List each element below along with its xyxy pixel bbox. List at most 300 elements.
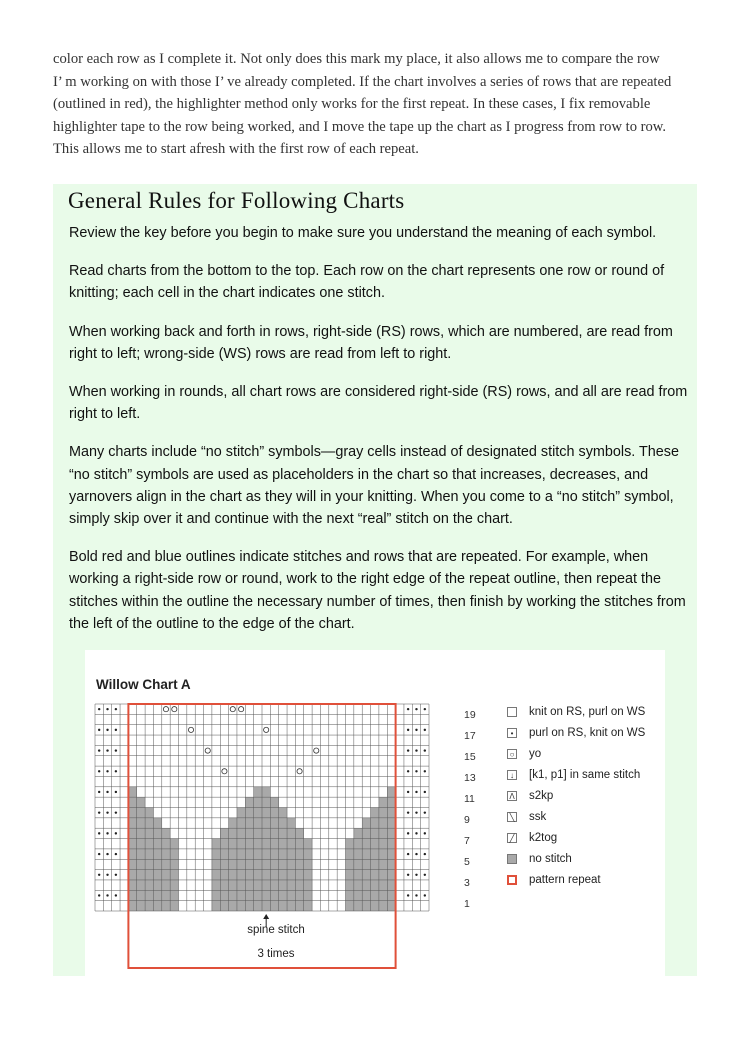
no-stitch-cell <box>270 828 278 838</box>
no-stitch-cell <box>295 880 303 890</box>
no-stitch-cell <box>379 901 387 911</box>
no-stitch-cell <box>254 808 262 818</box>
purl-dot <box>424 874 426 876</box>
willow-chart-figure: Willow Chart A 19 17 15 13 11 9 7 5 3 1 spine stitch 3 times knit on RS, purl on WS • purl on RS, knit on WS ○ yo ↓ [k1, p1] in same stitch Λ s2kp ╲ ssk ╱ k2tog no stitch pattern repeat <box>85 650 665 976</box>
no-stitch-cell <box>354 839 362 849</box>
purl-dot <box>115 708 117 710</box>
purl-dot <box>415 874 417 876</box>
no-stitch-cell <box>229 870 237 880</box>
no-stitch-cell <box>153 818 161 828</box>
no-stitch-cell <box>304 839 312 849</box>
purl-dot <box>415 749 417 751</box>
no-stitch-cell <box>304 901 312 911</box>
no-stitch-cell <box>354 859 362 869</box>
no-stitch-cell <box>354 880 362 890</box>
purl-dot <box>407 708 409 710</box>
no-stitch-cell <box>379 859 387 869</box>
no-stitch-cell <box>270 880 278 890</box>
no-stitch-cell <box>162 828 170 838</box>
no-stitch-cell <box>245 870 253 880</box>
no-stitch-cell <box>145 880 153 890</box>
no-stitch-cell <box>145 818 153 828</box>
purl-dot <box>106 729 108 731</box>
no-stitch-cell <box>362 839 370 849</box>
no-stitch-cell <box>287 880 295 890</box>
no-stitch-cell <box>137 818 145 828</box>
no-stitch-cell <box>145 870 153 880</box>
yarnover-mark <box>230 707 235 712</box>
no-stitch-cell <box>279 828 287 838</box>
row-number: 7 <box>464 835 470 847</box>
no-stitch-cell <box>371 890 379 900</box>
no-stitch-cell <box>212 870 220 880</box>
no-stitch-cell <box>229 839 237 849</box>
no-stitch-cell <box>245 901 253 911</box>
purl-dot <box>115 749 117 751</box>
row-number: 5 <box>464 856 470 868</box>
no-stitch-cell <box>170 901 178 911</box>
no-stitch-cell <box>237 901 245 911</box>
repeat-count-label: 3 times <box>257 948 295 960</box>
no-stitch-cell <box>346 859 354 869</box>
no-stitch-cell <box>212 901 220 911</box>
no-stitch-cell <box>346 890 354 900</box>
no-stitch-cell <box>162 849 170 859</box>
no-stitch-cell <box>162 890 170 900</box>
no-stitch-cell <box>387 901 395 911</box>
no-stitch-cell <box>137 870 145 880</box>
purl-dot <box>415 811 417 813</box>
no-stitch-cell <box>254 818 262 828</box>
no-stitch-square-icon <box>507 854 517 864</box>
no-stitch-cell <box>287 828 295 838</box>
purl-dot <box>407 729 409 731</box>
no-stitch-cell <box>270 839 278 849</box>
no-stitch-cell <box>371 901 379 911</box>
no-stitch-cell <box>262 808 270 818</box>
no-stitch-cell <box>170 859 178 869</box>
no-stitch-cell <box>346 870 354 880</box>
purl-dot <box>106 853 108 855</box>
purl-dot <box>407 749 409 751</box>
no-stitch-cell <box>279 870 287 880</box>
no-stitch-cell <box>279 890 287 900</box>
no-stitch-cell <box>254 839 262 849</box>
no-stitch-cell <box>279 901 287 911</box>
no-stitch-cell <box>220 890 228 900</box>
yarnover-mark <box>264 727 269 732</box>
no-stitch-cell <box>137 797 145 807</box>
no-stitch-cell <box>379 839 387 849</box>
no-stitch-cell <box>237 849 245 859</box>
purl-dot <box>424 832 426 834</box>
purl-dot <box>407 770 409 772</box>
no-stitch-cell <box>362 828 370 838</box>
purl-dot <box>415 729 417 731</box>
no-stitch-cell <box>229 849 237 859</box>
no-stitch-cell <box>145 901 153 911</box>
no-stitch-cell <box>145 828 153 838</box>
purl-dot <box>106 708 108 710</box>
no-stitch-cell <box>237 859 245 869</box>
no-stitch-cell <box>262 828 270 838</box>
no-stitch-cell <box>379 880 387 890</box>
no-stitch-cell <box>128 808 136 818</box>
no-stitch-cell <box>387 849 395 859</box>
purl-dot <box>106 749 108 751</box>
no-stitch-cell <box>212 880 220 890</box>
no-stitch-cell <box>128 828 136 838</box>
row-number: 13 <box>464 772 476 784</box>
no-stitch-cell <box>387 818 395 828</box>
no-stitch-cell <box>128 859 136 869</box>
no-stitch-cell <box>229 880 237 890</box>
purl-dot <box>424 791 426 793</box>
no-stitch-cell <box>304 870 312 880</box>
no-stitch-cell <box>304 880 312 890</box>
no-stitch-cell <box>262 880 270 890</box>
purl-dot <box>415 791 417 793</box>
no-stitch-cell <box>220 859 228 869</box>
purl-dot <box>424 729 426 731</box>
no-stitch-cell <box>237 890 245 900</box>
no-stitch-cell <box>279 818 287 828</box>
intro-line: I’ m working on with those I’ ve already completed. If the chart involves a series of rows that are repeated <box>53 73 672 90</box>
no-stitch-cell <box>137 849 145 859</box>
no-stitch-cell <box>220 901 228 911</box>
no-stitch-cell <box>162 870 170 880</box>
no-stitch-cell <box>262 818 270 828</box>
k1p1-square-icon: ↓ <box>507 770 517 780</box>
no-stitch-cell <box>371 880 379 890</box>
no-stitch-cell <box>371 818 379 828</box>
purl-dot <box>407 811 409 813</box>
spine-stitch-label: spine stitch <box>247 924 305 936</box>
row-number: 19 <box>464 709 476 721</box>
blank-square-icon <box>507 707 517 717</box>
no-stitch-cell <box>287 818 295 828</box>
yarnover-mark <box>239 707 244 712</box>
no-stitch-cell <box>379 890 387 900</box>
no-stitch-cell <box>362 859 370 869</box>
no-stitch-cell <box>237 828 245 838</box>
no-stitch-cell <box>270 870 278 880</box>
purl-dot <box>115 770 117 772</box>
no-stitch-cell <box>212 890 220 900</box>
no-stitch-cell <box>387 787 395 797</box>
no-stitch-cell <box>279 849 287 859</box>
purl-dot <box>407 791 409 793</box>
no-stitch-cell <box>145 808 153 818</box>
no-stitch-cell <box>270 808 278 818</box>
no-stitch-cell <box>128 870 136 880</box>
knitting-chart-grid <box>85 650 665 976</box>
purl-dot <box>106 894 108 896</box>
no-stitch-cell <box>387 839 395 849</box>
no-stitch-cell <box>153 901 161 911</box>
no-stitch-cell <box>295 839 303 849</box>
no-stitch-cell <box>229 890 237 900</box>
no-stitch-cell <box>245 839 253 849</box>
no-stitch-cell <box>279 839 287 849</box>
purl-dot <box>106 832 108 834</box>
no-stitch-cell <box>262 787 270 797</box>
purl-dot <box>407 832 409 834</box>
no-stitch-cell <box>153 849 161 859</box>
no-stitch-cell <box>145 839 153 849</box>
no-stitch-cell <box>287 901 295 911</box>
no-stitch-cell <box>279 808 287 818</box>
no-stitch-cell <box>128 797 136 807</box>
no-stitch-cell <box>295 828 303 838</box>
purl-dot <box>115 791 117 793</box>
purl-dot <box>115 894 117 896</box>
dot-square-icon: • <box>507 728 517 738</box>
row-number: 17 <box>464 730 476 742</box>
no-stitch-cell <box>170 849 178 859</box>
s2kp-square-icon: Λ <box>507 791 517 801</box>
purl-dot <box>98 874 100 876</box>
no-stitch-cell <box>354 849 362 859</box>
sidebar-title: General Rules for Following Charts <box>68 188 405 213</box>
no-stitch-cell <box>170 890 178 900</box>
no-stitch-cell <box>212 839 220 849</box>
purl-dot <box>106 770 108 772</box>
no-stitch-cell <box>304 890 312 900</box>
no-stitch-cell <box>379 870 387 880</box>
purl-dot <box>115 874 117 876</box>
purl-dot <box>98 791 100 793</box>
no-stitch-cell <box>371 859 379 869</box>
no-stitch-cell <box>137 839 145 849</box>
no-stitch-cell <box>371 828 379 838</box>
no-stitch-cell <box>137 901 145 911</box>
no-stitch-cell <box>254 797 262 807</box>
row-number: 3 <box>464 877 470 889</box>
no-stitch-cell <box>387 797 395 807</box>
no-stitch-cell <box>304 859 312 869</box>
chart-title: Willow Chart A <box>96 677 191 692</box>
purl-dot <box>106 791 108 793</box>
no-stitch-cell <box>362 901 370 911</box>
no-stitch-cell <box>170 870 178 880</box>
k2tog-square-icon: ╱ <box>507 833 517 843</box>
no-stitch-cell <box>279 859 287 869</box>
yarnover-mark <box>163 707 168 712</box>
rules-list <box>69 222 689 651</box>
purl-dot <box>98 811 100 813</box>
no-stitch-cell <box>346 849 354 859</box>
no-stitch-cell <box>262 890 270 900</box>
no-stitch-cell <box>362 849 370 859</box>
no-stitch-cell <box>128 890 136 900</box>
no-stitch-cell <box>287 870 295 880</box>
no-stitch-cell <box>379 808 387 818</box>
no-stitch-cell <box>137 808 145 818</box>
no-stitch-cell <box>270 818 278 828</box>
no-stitch-cell <box>153 890 161 900</box>
no-stitch-cell <box>245 890 253 900</box>
no-stitch-cell <box>145 849 153 859</box>
no-stitch-cell <box>371 808 379 818</box>
row-number: 1 <box>464 898 470 910</box>
no-stitch-cell <box>254 890 262 900</box>
no-stitch-cell <box>354 890 362 900</box>
no-stitch-cell <box>212 859 220 869</box>
no-stitch-cell <box>153 839 161 849</box>
spine-stitch-arrowhead <box>263 914 269 919</box>
rule-paragraph: When working back and forth in rows, right-side (RS) rows, which are numbered, are read from right to left; wrong-side (WS) rows are read from left to right. <box>69 323 673 362</box>
yarnover-mark <box>188 727 193 732</box>
no-stitch-cell <box>162 839 170 849</box>
no-stitch-cell <box>362 818 370 828</box>
no-stitch-cell <box>229 859 237 869</box>
purl-dot <box>415 853 417 855</box>
no-stitch-cell <box>270 849 278 859</box>
no-stitch-cell <box>162 859 170 869</box>
no-stitch-cell <box>354 901 362 911</box>
no-stitch-cell <box>270 797 278 807</box>
no-stitch-cell <box>270 901 278 911</box>
no-stitch-cell <box>295 849 303 859</box>
rule-paragraph: Review the key before you begin to make sure you understand the meaning of each symbol. <box>69 225 657 241</box>
no-stitch-cell <box>220 870 228 880</box>
no-stitch-cell <box>220 839 228 849</box>
no-stitch-cell <box>237 880 245 890</box>
no-stitch-cell <box>371 870 379 880</box>
no-stitch-cell <box>170 880 178 890</box>
no-stitch-cell <box>371 839 379 849</box>
no-stitch-cell <box>295 859 303 869</box>
no-stitch-cell <box>237 818 245 828</box>
no-stitch-cell <box>379 828 387 838</box>
no-stitch-cell <box>346 901 354 911</box>
no-stitch-cell <box>220 880 228 890</box>
purl-dot <box>424 770 426 772</box>
no-stitch-cell <box>229 818 237 828</box>
no-stitch-cell <box>145 859 153 869</box>
purl-dot <box>106 811 108 813</box>
no-stitch-cell <box>287 890 295 900</box>
purl-dot <box>98 729 100 731</box>
no-stitch-cell <box>270 859 278 869</box>
no-stitch-cell <box>245 849 253 859</box>
yarnover-mark <box>205 748 210 753</box>
no-stitch-cell <box>262 839 270 849</box>
no-stitch-cell <box>254 859 262 869</box>
no-stitch-cell <box>379 849 387 859</box>
no-stitch-cell <box>128 901 136 911</box>
no-stitch-cell <box>254 901 262 911</box>
no-stitch-cell <box>270 890 278 900</box>
purl-dot <box>424 894 426 896</box>
purl-dot <box>115 729 117 731</box>
yarnover-mark <box>314 748 319 753</box>
no-stitch-cell <box>371 849 379 859</box>
intro-line: (outlined in red), the highlighter method only works for the first repeat. In these cases, I fix removable <box>53 96 651 113</box>
no-stitch-cell <box>212 849 220 859</box>
no-stitch-cell <box>287 839 295 849</box>
no-stitch-cell <box>254 787 262 797</box>
no-stitch-cell <box>137 859 145 869</box>
rule-paragraph: Many charts include “no stitch” symbols—gray cells instead of designated stitch symbols. These “no stitch” symbols are used as placeholders in the chart so that increases, decreases, and yarnovers align in the chart as they will in your knitting. When you come to a “no stitch” symbol, simply skip over it and continue with the next “real” stitch on the chart. <box>69 444 680 528</box>
no-stitch-cell <box>128 818 136 828</box>
purl-dot <box>115 853 117 855</box>
no-stitch-cell <box>237 839 245 849</box>
no-stitch-cell <box>287 859 295 869</box>
no-stitch-cell <box>346 880 354 890</box>
no-stitch-cell <box>162 901 170 911</box>
no-stitch-cell <box>137 880 145 890</box>
no-stitch-cell <box>362 870 370 880</box>
no-stitch-cell <box>262 901 270 911</box>
row-number: 11 <box>464 793 475 805</box>
purl-dot <box>415 832 417 834</box>
no-stitch-cell <box>262 870 270 880</box>
no-stitch-cell <box>362 880 370 890</box>
purl-dot <box>424 853 426 855</box>
no-stitch-cell <box>245 808 253 818</box>
no-stitch-cell <box>145 890 153 900</box>
no-stitch-cell <box>245 797 253 807</box>
no-stitch-cell <box>354 870 362 880</box>
no-stitch-cell <box>387 859 395 869</box>
no-stitch-cell <box>237 870 245 880</box>
no-stitch-cell <box>128 880 136 890</box>
rule-paragraph: When working in rounds, all chart rows are considered right-side (RS) rows, and all are read from right to left. <box>69 384 688 423</box>
no-stitch-cell <box>346 839 354 849</box>
purl-dot <box>106 874 108 876</box>
no-stitch-cell <box>245 818 253 828</box>
purl-dot <box>98 894 100 896</box>
purl-dot <box>98 853 100 855</box>
purl-dot <box>98 832 100 834</box>
no-stitch-cell <box>379 818 387 828</box>
purl-dot <box>415 894 417 896</box>
no-stitch-cell <box>128 849 136 859</box>
no-stitch-cell <box>220 849 228 859</box>
ssk-square-icon: ╲ <box>507 812 517 822</box>
no-stitch-cell <box>354 828 362 838</box>
intro-line: highlighter tape to the row being worked, and I move the tape up the chart as I progress from row to row. <box>53 118 667 135</box>
yarnover-mark <box>172 707 177 712</box>
no-stitch-cell <box>254 880 262 890</box>
no-stitch-cell <box>379 797 387 807</box>
no-stitch-cell <box>262 849 270 859</box>
no-stitch-cell <box>220 828 228 838</box>
no-stitch-cell <box>362 890 370 900</box>
purl-dot <box>407 874 409 876</box>
no-stitch-cell <box>254 828 262 838</box>
purl-dot <box>415 770 417 772</box>
no-stitch-cell <box>245 880 253 890</box>
no-stitch-cell <box>254 870 262 880</box>
purl-dot <box>424 749 426 751</box>
purl-dot <box>424 708 426 710</box>
no-stitch-cell <box>254 849 262 859</box>
rule-paragraph: Bold red and blue outlines indicate stitches and rows that are repeated. For example, when working a right-side row or round, work to the right edge of the repeat outline, then repeat the stitches within the outline the necessary number of times, then finish by working the stitches from the left of the outline to the edge of the chart. <box>69 549 686 632</box>
no-stitch-cell <box>295 901 303 911</box>
yarnover-mark <box>222 769 227 774</box>
no-stitch-cell <box>229 901 237 911</box>
no-stitch-cell <box>262 859 270 869</box>
purl-dot <box>98 749 100 751</box>
rule-paragraph: Read charts from the bottom to the top. Each row on the chart represents one row or round of knitting; each cell in the chart indicates one stitch. <box>69 263 665 302</box>
no-stitch-cell <box>304 849 312 859</box>
no-stitch-cell <box>262 797 270 807</box>
no-stitch-cell <box>229 828 237 838</box>
no-stitch-cell <box>387 870 395 880</box>
